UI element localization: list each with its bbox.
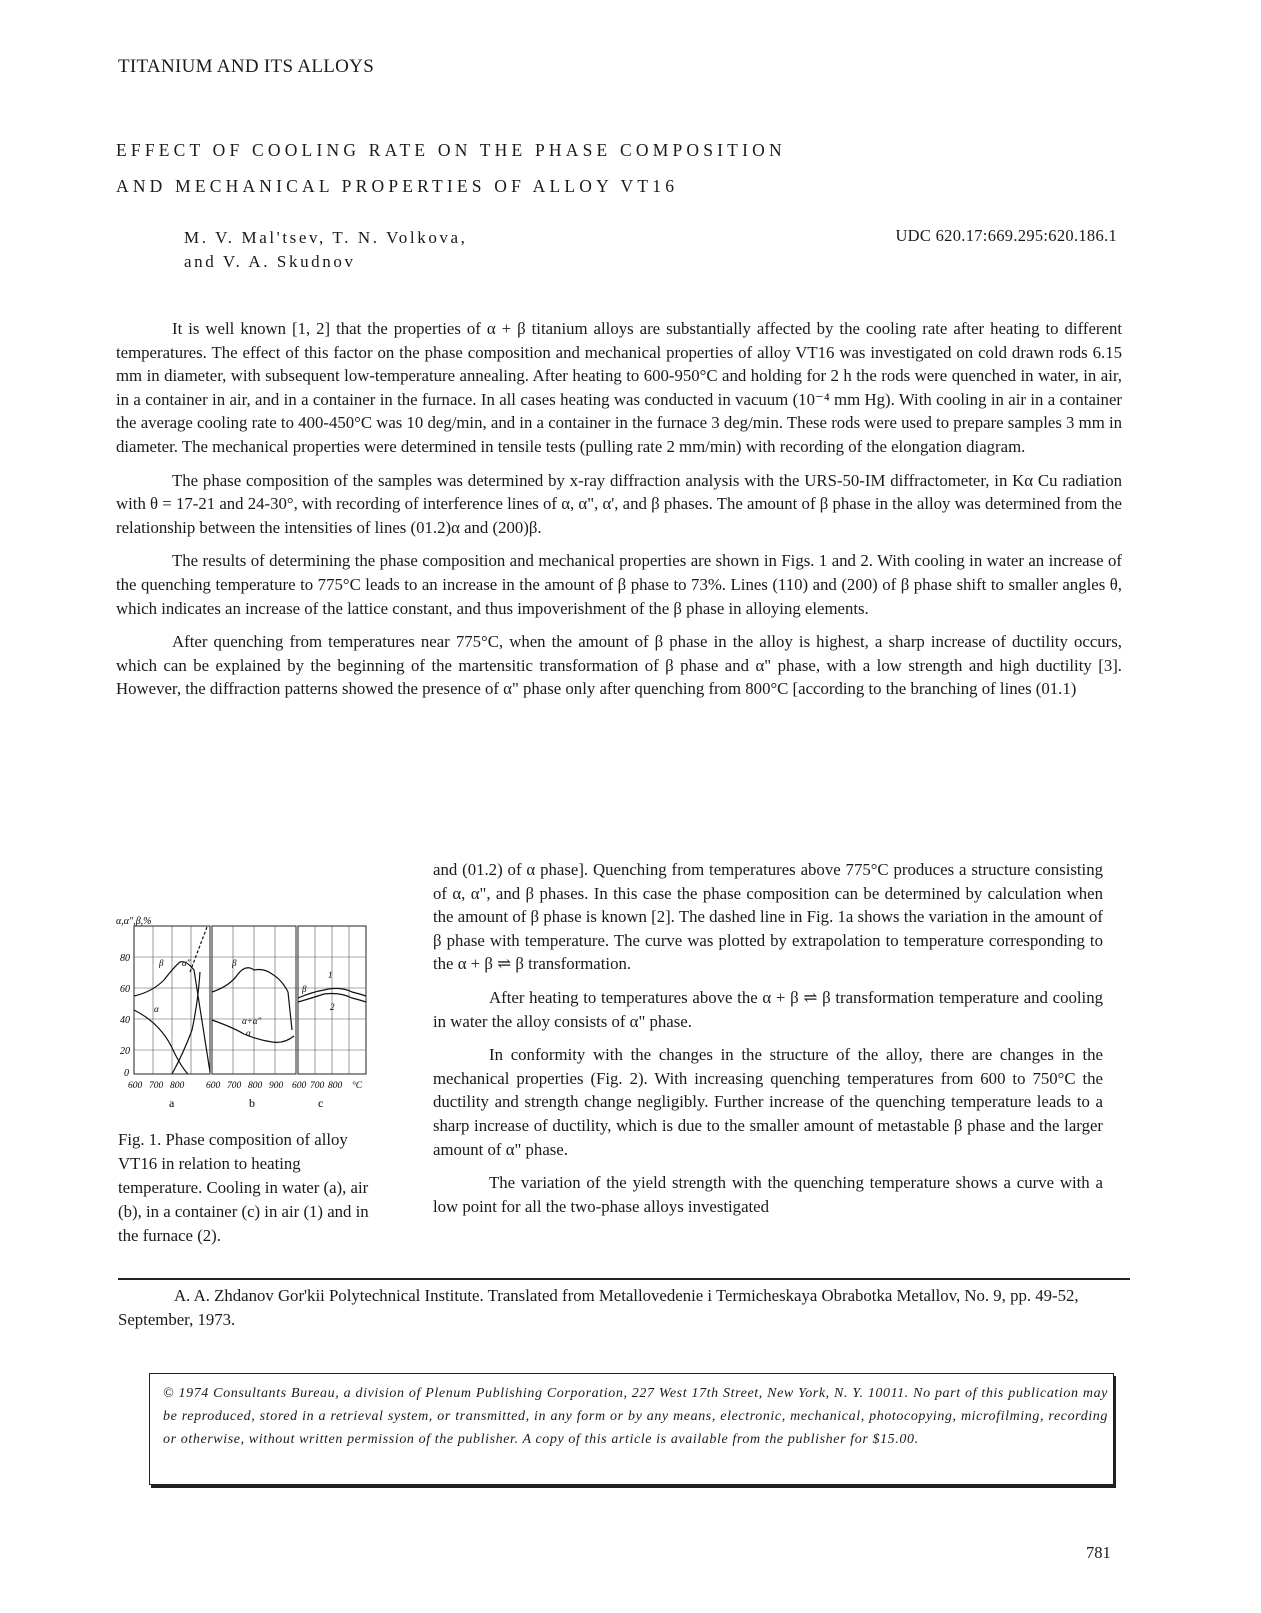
xtick: 900 xyxy=(269,1081,284,1091)
panel-b-label: α xyxy=(246,1028,251,1038)
paragraph-4: After quenching from temperatures near 775°C, when the amount of β phase in the alloy is highest, a sharp increase of ductility occurs, which can be explained by the beginning of the martensitic transformation of β phase and α" phase, with a low strength and high ductility [3]. However, the diffraction patterns showed the presence of α" phase only after quenching from 800°C [according to the branching of lines (01.1) xyxy=(116,632,1122,699)
udc-code: UDC 620.17:669.295:620.186.1 xyxy=(895,226,1117,245)
figure-ylabel: α,α",β,% xyxy=(116,916,152,927)
xtick: 800 xyxy=(248,1081,263,1091)
xtick: 600 xyxy=(128,1081,143,1091)
figure-1-caption: Fig. 1. Phase composition of alloy VT16 in relation to heating temperature. Cooling in water (a), air (b), in a container (c) in air (1) and in the furnace (2). xyxy=(118,1130,369,1245)
figure-1-plot xyxy=(112,912,382,1127)
panel-letter-c: c xyxy=(318,1096,324,1110)
panel-letter-b: b xyxy=(249,1096,255,1110)
xtick: 700 xyxy=(227,1081,242,1091)
ytick: 60 xyxy=(120,984,130,995)
panel-b-label: α+α" xyxy=(242,1016,262,1026)
paragraph-2: The phase composition of the samples was determined by x-ray diffraction analysis with the URS-50-IM diffractometer, in Kα Cu radiation with θ = 17-21 and 24-30°, with recording of interference lines of α, α", α', and β phases. The amount of β phase in the alloy was determined from the relationship between the intensities of lines (01.2)α and (200)β. xyxy=(116,470,1122,537)
panel-c-label: 1 xyxy=(328,970,333,980)
copyright-text: © 1974 Consultants Bureau, a division of Plenum Publishing Corporation, 227 West 17th Street, New York, N. Y. 10011. No part of this publication may be reproduced, stored in a retrieval system, or transmitted, in any form or by any means, electronic, mechanical, photocopying, microfilming, recording or otherwise, without written permission of the publisher. A copy of this article is available from the publisher for $15.00. xyxy=(163,1386,1108,1447)
paragraph-1: It is well known [1, 2] that the properties of α + β titanium alloys are substantially affected by the cooling rate after heating to different temperatures. The effect of this factor on the phase composition and mechanical properties of alloy VT16 was investigated on cold drawn rods 6.15 mm in diameter, with subsequent low-temperature annealing. After heating to 600-950°C and holding for 2 h the rods were quenched in water, in air, in a container in air, and in a container in the furnace. In all cases heating was conducted in vacuum (10⁻⁴ mm Hg). With cooling in air in a container the average cooling rate to 400-450°C was 10 deg/min, and in a container in the furnace 3 deg/min. These rods were used to prepare samples 3 mm in diameter. The mechanical properties were determined in tensile tests (pulling rate 2 mm/min) with recording of the elongation diagram. xyxy=(116,319,1122,456)
ytick: 80 xyxy=(120,953,130,964)
paragraph-8: The variation of the yield strength with the quenching temperature shows a curve with a low point for all the two-phase alloys investigated xyxy=(433,1173,1103,1216)
paragraph-6: After heating to temperatures above the α + β ⇌ β transformation temperature and cooling in water the alloy consists of α" phase. xyxy=(433,987,1103,1031)
author-line-1: M. V. Mal'tsev, T. N. Volkova, xyxy=(184,228,468,247)
ytick: 20 xyxy=(120,1046,130,1057)
panel-a-label: α" xyxy=(182,958,191,968)
panel-b-drop xyxy=(288,992,292,1030)
article-title-line-2: AND MECHANICAL PROPERTIES OF ALLOY VT16 xyxy=(116,176,679,196)
panel-a-beta-dashed xyxy=(190,927,207,972)
panel-b-label: β xyxy=(232,958,237,968)
section-header: TITANIUM AND ITS ALLOYS xyxy=(118,56,375,77)
footer-divider xyxy=(118,1278,1130,1280)
xtick: 600 xyxy=(206,1081,221,1091)
panel-a-label: α xyxy=(154,1004,159,1014)
xtick: 700 xyxy=(149,1081,164,1091)
panel-c-label: 2 xyxy=(330,1002,335,1012)
affiliation-note: A. A. Zhdanov Gor'kii Polytechnical Institute. Translated from Metallovedenie i Termicheskaya Obrabotka Metallov, No. 9, pp. 49-52, September, 1973. xyxy=(118,1286,1079,1329)
author-line-2: and V. A. Skudnov xyxy=(184,252,356,271)
panel-a-alpha2-curve xyxy=(172,972,200,1074)
xtick: 600 xyxy=(292,1081,307,1091)
panel-letter-a: a xyxy=(169,1096,175,1110)
xtick: 800 xyxy=(328,1081,343,1091)
panel-a-label: β xyxy=(159,958,164,968)
grid xyxy=(134,926,366,1074)
ytick: 0 xyxy=(124,1068,129,1079)
xtick: °C xyxy=(352,1081,363,1091)
paragraph-5: and (01.2) of α phase]. Quenching from temperatures above 775°C produces a structure consisting of α, α", and β phases. In this case the phase composition can be determined by calculation when the amount of β phase is known [2]. The dashed line in Fig. 1a shows the variation in the amount of β phase with temperature. The curve was plotted by extrapolation to temperature corresponding to the α + β ⇌ β transformation. xyxy=(433,860,1103,974)
panel-c-label: β xyxy=(302,984,307,994)
body-full-width xyxy=(116,317,1122,701)
page-number: 781 xyxy=(1086,1543,1111,1562)
panel-b-beta-curve xyxy=(212,968,288,992)
body-right-column xyxy=(433,858,1103,1218)
xtick: 800 xyxy=(170,1081,185,1091)
article-title-line-1: EFFECT OF COOLING RATE ON THE PHASE COMPOSITION xyxy=(116,140,786,160)
figure-1 xyxy=(112,912,382,1127)
xtick: 700 xyxy=(310,1081,325,1091)
paragraph-3: The results of determining the phase composition and mechanical properties are shown in Figs. 1 and 2. With cooling in water an increase of the quenching temperature to 775°C leads to an increase in the amount of β phase to 73%. Lines (110) and (200) of β phase shift to smaller angles θ, which indicates an increase of the lattice constant, and thus impoverishment of the β phase in alloying elements. xyxy=(116,551,1122,618)
panel-a-alpha-curve xyxy=(134,1010,188,1074)
ytick: 40 xyxy=(120,1015,130,1026)
authors xyxy=(184,226,468,274)
paragraph-7: In conformity with the changes in the structure of the alloy, there are changes in the mechanical properties (Fig. 2). With increasing quenching temperatures from 600 to 750°C the ductility and strength change negligibly. Further increase of the quenching temperature leads to a sharp increase of ductility, which is due to the smaller amount of metastable β phase and the larger amount of α" phase. xyxy=(433,1045,1103,1159)
